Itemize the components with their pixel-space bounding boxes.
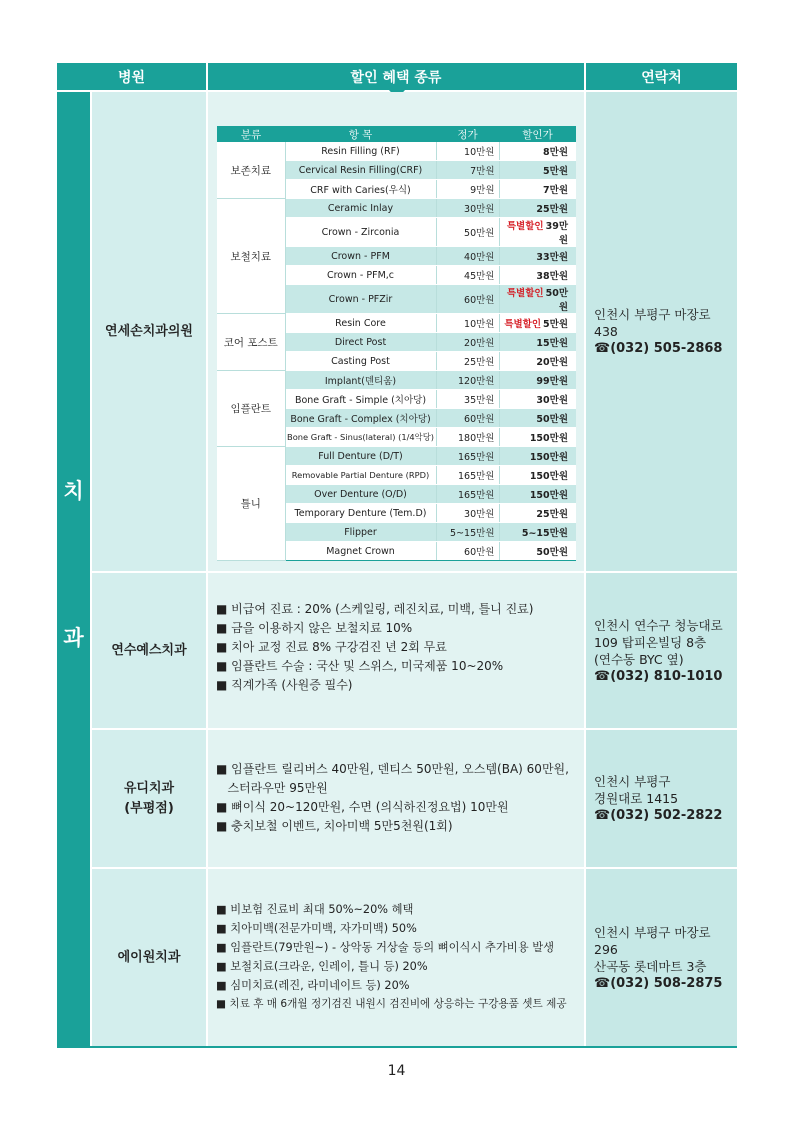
price-item: Bone Graft - Simple (치아당): [285, 390, 436, 409]
side-char-1: 치: [63, 479, 84, 503]
price-item: Bone Graft - Sinus(lateral) (1/4악당): [285, 428, 436, 447]
price-regular: 7만원: [436, 161, 499, 180]
price-category: 틀니: [217, 447, 285, 561]
price-regular: 120만원: [436, 371, 499, 390]
price-item: Temporary Denture (Tem.D): [285, 504, 436, 523]
benefit-item: ■ 비보험 진료비 최대 50%~20% 혜택: [216, 903, 414, 916]
price-regular: 10만원: [436, 314, 499, 333]
price-regular: 165만원: [436, 447, 499, 466]
price-discount: 150만원: [529, 490, 568, 501]
benefit-list: [216, 900, 580, 1014]
price-table: [217, 126, 576, 561]
price-item: Crown - PFZir: [285, 285, 436, 314]
clinic-name: 연수예스치과: [111, 642, 187, 658]
price-item: Resin Filling (RF): [285, 142, 436, 161]
price-discount-cell: [499, 285, 576, 314]
price-discount-cell: [499, 199, 576, 218]
price-row: [217, 142, 576, 161]
price-item: Bone Graft - Complex (치아당): [285, 409, 436, 428]
benefit-item: ■ 치아미백(전문가미백, 자가미백) 50%: [216, 922, 417, 935]
header-contact: [586, 63, 737, 90]
benefit-list: [216, 760, 580, 836]
clinic-phone: ☎(032) 505-2868: [594, 341, 723, 356]
clinic-address-line: 인천시 부평구 마장로 296: [594, 924, 711, 957]
price-discount-cell: [499, 247, 576, 266]
price-regular: 20만원: [436, 333, 499, 352]
price-item: Flipper: [285, 523, 436, 542]
side-category-bar: [57, 92, 90, 1047]
col-item: 항 목: [285, 126, 436, 142]
clinic-name: 연세손치과의원: [105, 323, 193, 339]
price-discount-cell: [499, 428, 576, 447]
clinic-name-cell: [92, 730, 206, 867]
price-regular: 165만원: [436, 485, 499, 504]
price-discount: 150만원: [529, 452, 568, 463]
price-table-header: [217, 126, 576, 142]
price-discount: 25만원: [536, 204, 568, 215]
price-category: 코어 포스트: [217, 314, 285, 371]
benefit-item: ■ 충치보철 이벤트, 치아미백 5만5천원(1회): [216, 819, 453, 833]
clinic-address-line: 경원대로 1415: [594, 791, 679, 806]
clinic-phone: ☎(032) 508-2875: [594, 975, 723, 991]
benefit-item: ■ 치아 교정 진료 8% 구강검진 년 2회 무료: [216, 640, 447, 654]
price-regular: 180만원: [436, 428, 499, 447]
price-discount-cell: [499, 371, 576, 390]
benefit-item: ■ 심미치료(레진, 라미네이트 등) 20%: [216, 979, 410, 992]
price-discount: 150만원: [529, 471, 568, 482]
price-category: 임플란트: [217, 371, 285, 447]
clinic-address-line: 인천시 연수구 청능대로: [594, 617, 723, 633]
price-regular: 60만원: [436, 409, 499, 428]
price-item: Ceramic Inlay: [285, 199, 436, 218]
price-regular: 45만원: [436, 266, 499, 285]
price-category: 보철치료: [217, 199, 285, 314]
price-discount: 5~15만원: [521, 528, 568, 539]
price-regular: 5~15만원: [436, 523, 499, 542]
clinic-contact-cell: [586, 573, 737, 728]
clinic-phone: ☎(032) 502-2822: [594, 808, 723, 823]
price-row: [217, 447, 576, 466]
price-category: 보존치료: [217, 142, 285, 199]
clinic-name-cell: [92, 869, 206, 1046]
col-regular: 정가: [436, 126, 499, 142]
price-discount-cell: [499, 352, 576, 371]
price-item: Magnet Crown: [285, 542, 436, 561]
clinic-contact-cell: [586, 730, 737, 867]
price-discount: 50만원: [545, 288, 568, 313]
price-discount: 5만원: [543, 319, 568, 330]
price-discount: 8만원: [543, 147, 568, 158]
col-category: 분류: [217, 126, 285, 142]
clinic-contact-cell: [586, 869, 737, 1046]
price-regular: 30만원: [436, 504, 499, 523]
price-regular: 165만원: [436, 466, 499, 485]
benefit-item: ■ 임플란트 릴리버스 40만원, 덴티스 50만원, 오스템(BA) 60만원,: [216, 762, 569, 776]
price-item: Over Denture (O/D): [285, 485, 436, 504]
price-discount-cell: [499, 180, 576, 199]
benefit-item: ■ 뼈이식 20~120만원, 수면 (의식하진정요법) 10만원: [216, 800, 509, 814]
price-discount-cell: [499, 390, 576, 409]
price-discount: 38만원: [536, 271, 568, 282]
price-discount: 30만원: [536, 395, 568, 406]
benefit-item: 스터라우만 95만원: [216, 781, 328, 795]
benefit-item: ■ 치료 후 매 6개월 정기검진 내원시 검진비에 상응하는 구강용품 셋트 제공: [216, 998, 567, 1010]
price-discount-cell: [499, 161, 576, 180]
price-item: Casting Post: [285, 352, 436, 371]
price-discount: 15만원: [536, 338, 568, 349]
price-discount: 7만원: [543, 185, 568, 196]
price-regular: 25만원: [436, 352, 499, 371]
price-item: Resin Core: [285, 314, 436, 333]
price-discount-cell: [499, 218, 576, 247]
col-discount: 할인가: [499, 126, 576, 142]
price-item: CRF with Caries(우식): [285, 180, 436, 199]
clinic-address: 인천시 부평구 마장로 438: [594, 307, 711, 339]
special-discount-badge: 특별할인: [506, 221, 544, 232]
clinic-address-line: 인천시 부평구: [594, 774, 671, 789]
benefit-item: ■ 직계가족 (사원증 필수): [216, 678, 353, 692]
price-discount-cell: [499, 314, 576, 333]
header-contact-label: 연락처: [641, 69, 682, 86]
price-regular: 50만원: [436, 218, 499, 247]
price-item: Cervical Resin Filling(CRF): [285, 161, 436, 180]
clinic-address-line: 산곡동 롯데마트 3층: [594, 958, 707, 974]
price-discount: 33만원: [536, 252, 568, 263]
price-discount-cell: [499, 409, 576, 428]
special-discount-badge: 특별할인: [506, 288, 544, 299]
price-item: Full Denture (D/T): [285, 447, 436, 466]
price-discount-cell: [499, 333, 576, 352]
header-hospital-label: 병원: [117, 69, 146, 86]
benefit-item: ■ 임플란트 수술 : 국산 및 스위스, 미국제품 10~20%: [216, 659, 504, 673]
price-regular: 60만원: [436, 285, 499, 314]
price-regular: 30만원: [436, 199, 499, 218]
clinic-address-line: (연수동 BYC 옆): [594, 651, 684, 667]
price-item: Crown - Zirconia: [285, 218, 436, 247]
price-discount-cell: [499, 266, 576, 285]
clinic-name: 에이원치과: [117, 949, 181, 965]
benefit-item: ■ 금을 이용하지 않은 보철치료 10%: [216, 621, 413, 635]
header-benefits: [208, 63, 584, 90]
price-item: Implant(덴티움): [285, 371, 436, 390]
price-item: Crown - PFM,c: [285, 266, 436, 285]
price-discount-cell: [499, 504, 576, 523]
special-discount-badge: 특별할인: [504, 319, 542, 330]
price-item: Direct Post: [285, 333, 436, 352]
clinic-phone: ☎(032) 810-1010: [594, 668, 723, 684]
benefit-list: [216, 600, 580, 695]
header-benefits-label: 할인 혜택 종류: [350, 69, 442, 86]
clinic-name-line: 유디치과: [123, 780, 175, 796]
side-char-2: 과: [63, 626, 84, 650]
price-discount: 39만원: [545, 221, 568, 246]
price-row: [217, 314, 576, 333]
price-regular: 10만원: [436, 142, 499, 161]
price-regular: 60만원: [436, 542, 499, 561]
price-regular: 35만원: [436, 390, 499, 409]
clinic-benefit-cell: [208, 869, 584, 1046]
table-bottom-rule: [57, 1046, 737, 1048]
header-hospital: [57, 63, 206, 90]
price-discount: 50만원: [536, 547, 568, 558]
price-regular: 40만원: [436, 247, 499, 266]
clinic-benefit-cell: [208, 573, 584, 728]
price-discount: 5만원: [543, 166, 568, 177]
price-row: [217, 199, 576, 218]
price-discount: 50만원: [536, 414, 568, 425]
clinic-name-cell: [92, 573, 206, 728]
benefit-item: ■ 비급여 진료 : 20% (스케일링, 레진치료, 미백, 틀니 진료): [216, 602, 534, 616]
benefit-item: ■ 보철치료(크라운, 인레이, 틀니 등) 20%: [216, 960, 428, 973]
price-discount: 99만원: [536, 376, 568, 387]
price-regular: 9만원: [436, 180, 499, 199]
price-discount-cell: [499, 485, 576, 504]
page-number: 14: [387, 1063, 406, 1079]
price-row: [217, 371, 576, 390]
clinic-contact-cell: [586, 92, 737, 571]
price-discount-cell: [499, 447, 576, 466]
price-item: Crown - PFM: [285, 247, 436, 266]
price-item: Removable Partial Denture (RPD): [285, 466, 436, 485]
clinic-name-cell: [92, 92, 206, 571]
price-discount: 150만원: [529, 433, 568, 444]
clinic-address-line: 109 탑피온빌딩 8층: [594, 634, 707, 650]
price-discount: 25만원: [536, 509, 568, 520]
price-discount-cell: [499, 523, 576, 542]
clinic-benefit-cell: [208, 730, 584, 867]
price-discount-cell: [499, 466, 576, 485]
clinic-name-line: (부평점): [124, 800, 174, 816]
price-discount-cell: [499, 142, 576, 161]
price-discount-cell: [499, 542, 576, 561]
benefit-item: ■ 임플란트(79만원~) - 상악동 거상술 등의 뼈이식시 추가비용 발생: [216, 941, 555, 954]
price-discount: 20만원: [536, 357, 568, 368]
